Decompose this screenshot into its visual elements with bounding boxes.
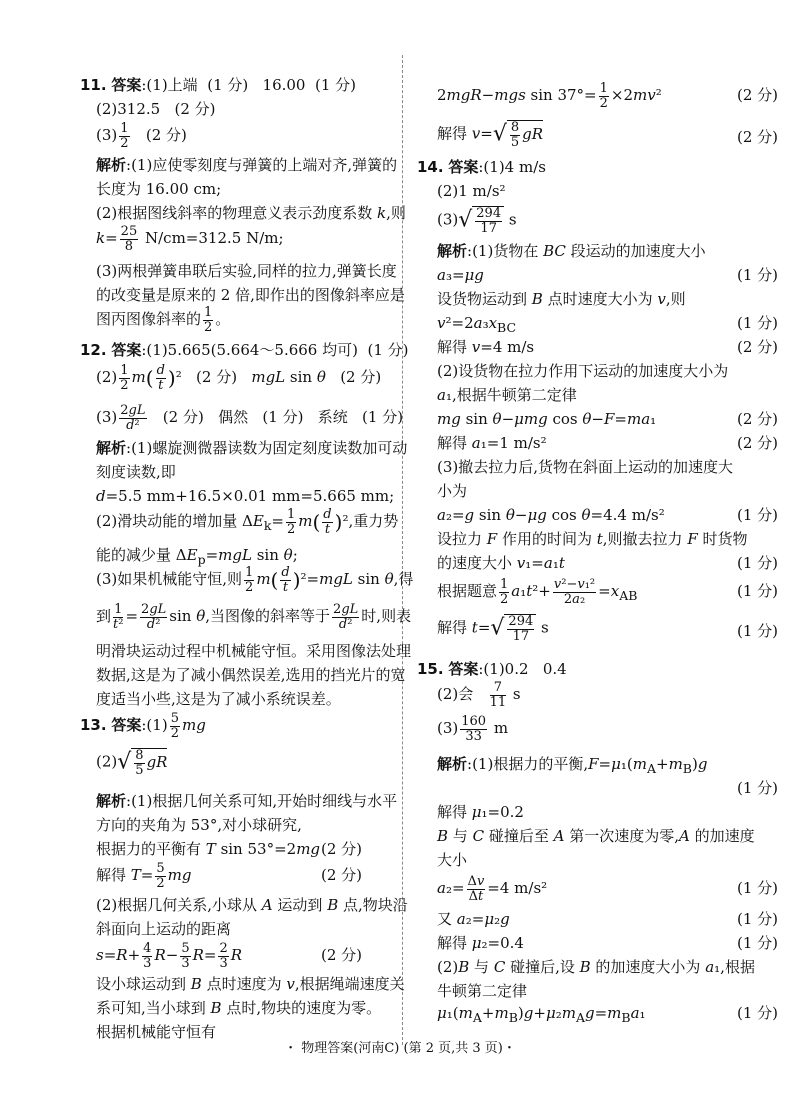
q13-result: 解得 v=√ $\frac{8}{5}$ gR (2 分): [437, 120, 778, 150]
q14-analysis-16: 解得 t=√ $\frac{294}{17}$ s (1 分): [437, 614, 778, 644]
q13-analysis-4: 解得 T= $\frac{5}{2}$ mg (2 分): [96, 861, 362, 891]
q13-answer-1: 13. 答案:(1) $\frac{5}{2}$ mg: [80, 711, 206, 741]
q15-analysis-5: 大小: [437, 851, 468, 869]
q12-answer-1: 12. 答案:(1)5.665(5.664～5.666 均可) (1 分): [80, 341, 409, 359]
q13-analysis-9: 系可知,当小球到 B 点时,物块的速度为零。: [96, 999, 382, 1017]
q12-analysis-1: 解析:(1)螺旋测微器读数为固定刻度读数加可动: [96, 439, 408, 457]
q12-analysis-9: 数据,这是为了减小偶然误差,选用的挡光片的宽: [96, 666, 406, 684]
q13-analysis-6: 斜面向上运动的距离: [96, 920, 232, 938]
q11-analysis-7: 图丙图像斜率的 $\frac{1}{2}$ 。: [96, 305, 231, 335]
q14-analysis-12: a₂=g sin θ−μg cos θ=4.4 m/s² (1 分): [437, 506, 778, 524]
q14-analysis-2: a₃=μg (1 分): [437, 266, 778, 284]
q15-analysis-9: (2)B 与 C 碰撞后,设 B 的加速度大小为 a₁,根据: [437, 958, 755, 976]
q11-answer-2: (2)312.5 (2 分): [96, 100, 216, 118]
q15-analysis-1: 解析:(1)根据力的平衡$,F=\mu_1(m_A+m_B)g$: [437, 755, 708, 776]
q11-analysis-4: k= $\frac{25}{8}$ N/cm=312.5 N/m;: [96, 224, 284, 254]
q12-analysis-3: d=5.5 mm+16.5×0.01 mm=5.665 mm;: [96, 487, 395, 505]
q12-analysis-10: 度适当小些,这是为了减小系统误差。: [96, 690, 341, 708]
q11-analysis-5: (3)两根弹簧串联后实验,同样的拉力,弹簧长度: [96, 262, 397, 280]
q13-analysis-2: 方向的夹角为 53°,对小球研究,: [96, 816, 302, 834]
q15-analysis-3: 解得 μ₁=0.2: [437, 803, 524, 821]
q15-analysis-11: $\mu_1(m_A+m_B)g+\mu_2m_Ag=m_Ba_1$ (1 分): [437, 1004, 778, 1025]
q14-analysis-11: 小为: [437, 482, 468, 500]
q14-analysis-8: mg sin θ−μmg cos θ−F=ma₁ (2 分): [437, 410, 778, 428]
q12-analysis-5: 能的减少量 $\Delta E_p=mgL$ sin θ;: [96, 546, 298, 567]
q14-answer-2: (2)1 m/s²: [437, 182, 506, 200]
q15-analysis-6: a₂= $\frac{\Delta v}{\Delta t}$ =4 m/s² (1 分): [437, 874, 778, 904]
q12-answer-2: (2) $\frac{1}{2}$ m( $\frac{d}{t}$ )² (2 分) mgL sin θ (2 分): [96, 363, 382, 393]
q12-analysis-8: 明滑块运动过程中机械能守恒。采用图像法处理: [96, 642, 412, 660]
q15-answer-2: (2)会 $\frac{7}{11}$ s: [437, 680, 521, 710]
q11-analysis-6: 的改变量是原来的 2 倍,即作出的图像斜率应是: [96, 286, 405, 304]
q13-answer-2: (2)√ $\frac{8}{5}$ gR: [96, 748, 168, 778]
q11-analysis-2: 长度为 16.00 cm;: [96, 180, 222, 198]
q15-answer-3: (3) $\frac{160}{33}$ m: [437, 714, 509, 744]
q13-analysis-5: (2)根据几何关系,小球从 A 运动到 B 点,物块沿: [96, 896, 408, 914]
q14-analysis-9: 解得 a₁=1 m/s² (2 分): [437, 434, 778, 452]
q14-analysis-10: (3)撤去拉力后,货物在斜面上运动的加速度大: [437, 458, 734, 476]
q12-analysis-4: (2)滑块动能的增加量 $\Delta E_k=$ $\frac{1}{2}$ m( $\frac{d}{t}$ )²,重力势: [96, 507, 399, 537]
q11-answer: 11. 答案:(1)上端 (1 分) 16.00 (1 分): [80, 76, 357, 94]
q14-analysis-4: $v^2=2a_3x_{BC}$ (1 分): [437, 314, 778, 335]
q14-analysis-14: 的速度大小 v₁=a₁t (1 分): [437, 554, 778, 572]
q12-analysis-2: 刻度读数,即: [96, 463, 176, 481]
q14-analysis-3: 设货物运动到 B 点时速度大小为 v,则: [437, 290, 686, 308]
q15-analysis-8: 解得 μ₂=0.4 (1 分): [437, 934, 778, 952]
q15-analysis-10: 牛顿第二定律: [437, 982, 528, 1000]
q11-analysis-3: (2)根据图线斜率的物理意义表示劲度系数 k,则: [96, 204, 406, 222]
q11-analysis-1: 解析:(1)应使零刻度与弹簧的上端对齐,弹簧的: [96, 156, 398, 174]
q14-analysis-13: 设拉力 F 作用的时间为 t,则撤去拉力 F 时货物: [437, 530, 748, 548]
q11-answer-3: (3) $\frac{1}{2}$ (2 分): [96, 121, 187, 151]
q13-analysis-3: 根据力的平衡有 T sin 53°=2mg (2 分): [96, 840, 362, 858]
q12-analysis-7: 到 $\frac{1}{\text{t²}}$ = $\frac{2gL}{\text{d²}}$ sin θ,当图像的斜率等于 $\frac{2gL}{\text{d²}}$ 时,则表: [96, 602, 412, 632]
q13-energy-eq: 2mgR−mgs sin 37°= $\frac{1}{2}$ ×2mv² (2 分): [437, 81, 778, 111]
q15-analysis-4: B 与 C 碰撞后至 A 第一次速度为零,A 的加速度: [437, 827, 755, 845]
q14-analysis-15: 根据题意 $\frac{1}{2}$ a₁t²+ $\frac{\text{v²−v₁²}}{\text{2a₂}}$ $=x_{AB}$ (1 分): [437, 577, 778, 607]
q14-analysis-6: (2)设货物在拉力作用下运动的加速度大小为: [437, 362, 729, 380]
q12-analysis-6: (3)如果机械能守恒,则 $\frac{1}{2}$ m( $\frac{d}{t}$ )²=mgL sin θ,得: [96, 565, 414, 595]
q15-analysis-7: 又 a₂=μ₂g (1 分): [437, 910, 778, 928]
q14-analysis-5: 解得 v=4 m/s (2 分): [437, 338, 778, 356]
q14-answer-3: (3)√ $\frac{294}{17}$ s: [437, 206, 517, 236]
q13-analysis-1: 解析:(1)根据几何关系可知,开始时细线与水平: [96, 792, 398, 810]
q13-analysis-10: 根据机械能守恒有: [96, 1023, 217, 1041]
q13-analysis-7: s=R+ $\frac{4}{3}$ R− $\frac{5}{3}$ R= $\frac{2}{3}$ R (2 分): [96, 941, 362, 971]
q12-answer-3: (3) $\frac{2gL}{\text{d²}}$ (2 分) 偶然 (1 分) 系统 (1 分): [96, 403, 404, 433]
q13-analysis-8: 设小球运动到 B 点时速度为 v,根据绳端速度关: [96, 975, 405, 993]
page-footer: ・ 物理答案(河南C) (第 2 页,共 3 页)・: [284, 1041, 516, 1056]
q14-analysis-1: 解析:(1)货物在 BC 段运动的加速度大小: [437, 242, 706, 260]
q15-answer-1: 15. 答案:(1)0.2 0.4: [417, 660, 567, 678]
q14-analysis-7: a₁,根据牛顿第二定律: [437, 386, 577, 404]
q14-answer-1: 14. 答案:(1)4 m/s: [417, 158, 546, 176]
